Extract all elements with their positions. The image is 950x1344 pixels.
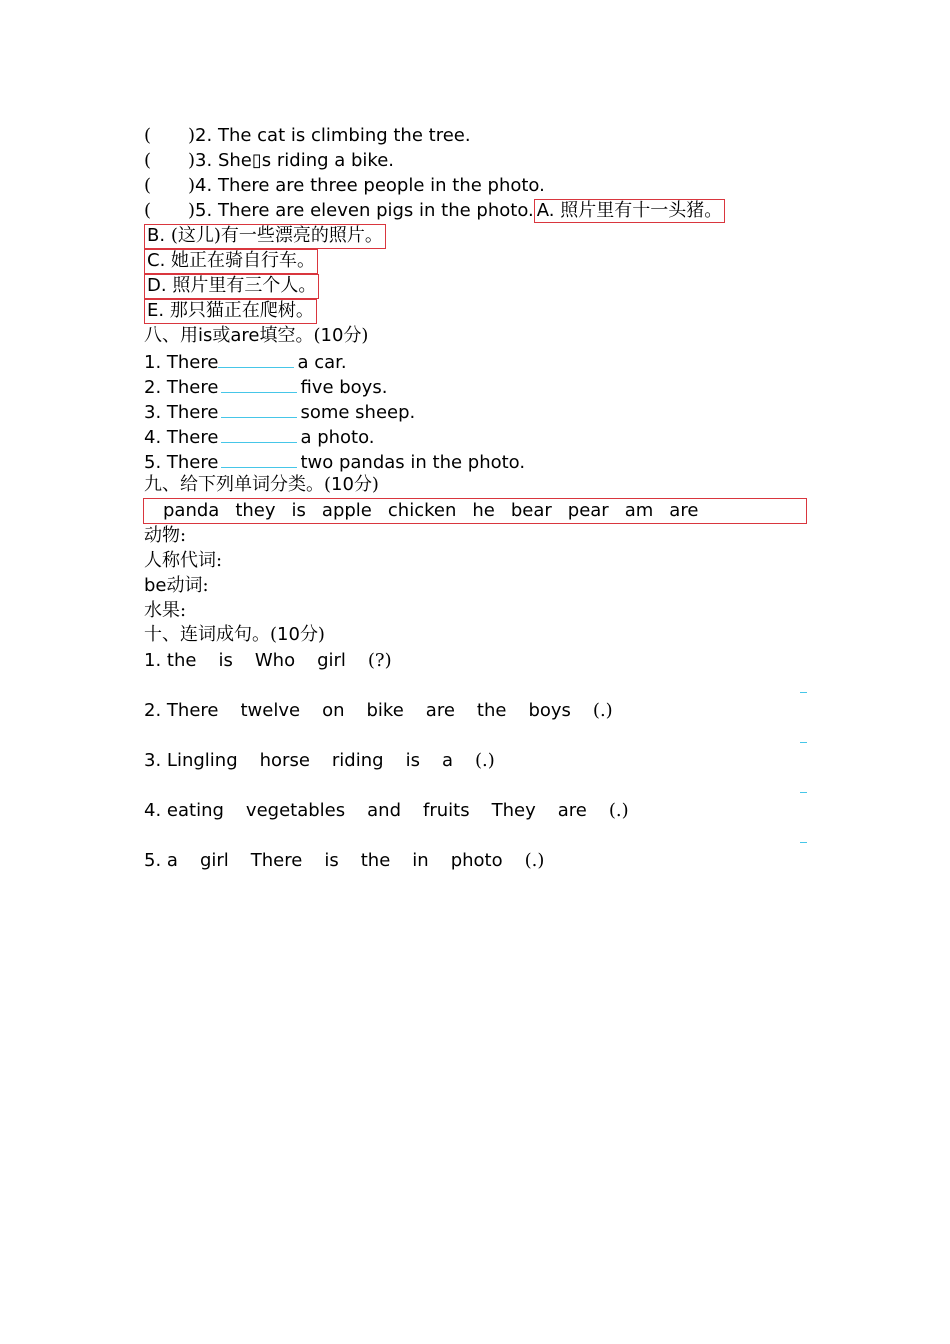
fill-item-1 bbox=[144, 348, 347, 373]
word: are bbox=[557, 800, 587, 821]
word: is bbox=[324, 850, 339, 871]
fill-item-2 bbox=[144, 373, 387, 398]
fill-blank[interactable] bbox=[221, 398, 297, 418]
word-bank-word: pear bbox=[567, 500, 609, 521]
word: the bbox=[360, 850, 391, 871]
option-d bbox=[144, 274, 319, 299]
fill-blank[interactable] bbox=[221, 373, 297, 393]
title-part: 十、连词成句。( bbox=[144, 624, 278, 645]
option-text: 那只猫正在爬树。 bbox=[169, 300, 314, 321]
option-letter: E. bbox=[147, 300, 165, 321]
word: twelve bbox=[240, 700, 301, 721]
word: the bbox=[166, 650, 197, 671]
fill-blank[interactable] bbox=[221, 423, 297, 443]
answer-paren-close: ) bbox=[188, 125, 196, 146]
title-part: 填空。( bbox=[259, 325, 321, 346]
category-pronouns: 人称代词: bbox=[144, 550, 223, 571]
match-item-num: 3. bbox=[195, 150, 213, 171]
word-bank-word: apple bbox=[321, 500, 372, 521]
fill-tail: a photo. bbox=[300, 427, 375, 448]
fill-lead: 5. There bbox=[144, 452, 219, 473]
title-part: 分) bbox=[343, 325, 369, 346]
option-text: 照片里有三个人。 bbox=[172, 275, 317, 296]
category-fruit: 水果: bbox=[144, 600, 187, 621]
word-bank-word: he bbox=[472, 500, 495, 521]
fill-lead: 4. There bbox=[144, 427, 219, 448]
category-animals: 动物: bbox=[144, 525, 187, 546]
word: girl bbox=[199, 850, 229, 871]
word: a bbox=[441, 750, 453, 771]
score: 10 bbox=[277, 624, 300, 645]
fill-tail: five boys. bbox=[300, 377, 388, 398]
fill-tail: a car. bbox=[297, 352, 347, 373]
item-num: 3. bbox=[144, 750, 162, 771]
punct-hint: (.) bbox=[524, 850, 545, 871]
word: bike bbox=[366, 700, 404, 721]
word: the bbox=[476, 700, 507, 721]
match-item-2 bbox=[144, 123, 471, 148]
fill-blank[interactable] bbox=[218, 348, 294, 368]
word: and bbox=[367, 800, 401, 821]
word: Who bbox=[254, 650, 296, 671]
word: riding bbox=[331, 750, 384, 771]
reorder-item-3 bbox=[144, 748, 495, 773]
fill-item-4 bbox=[144, 423, 375, 448]
word-bank-word: is bbox=[291, 500, 306, 521]
option-c bbox=[144, 249, 318, 274]
word-bank-word: chicken bbox=[387, 500, 457, 521]
item-num: 1. bbox=[144, 650, 162, 671]
match-item-num: 2. bbox=[195, 125, 213, 146]
option-e bbox=[144, 299, 317, 324]
option-text: 照片里有十一头猪。 bbox=[560, 200, 723, 221]
option-letter: C. bbox=[147, 250, 166, 271]
punct-hint: (.) bbox=[608, 800, 629, 821]
section-10-title bbox=[144, 622, 325, 647]
answer-line-mark bbox=[800, 792, 807, 793]
reorder-item-4 bbox=[144, 798, 629, 823]
title-part: 八、用 bbox=[144, 325, 198, 346]
word: vegetables bbox=[245, 800, 346, 821]
word: photo bbox=[450, 850, 503, 871]
word: There bbox=[166, 700, 219, 721]
answer-line-mark bbox=[800, 692, 807, 693]
fill-blank[interactable] bbox=[221, 448, 297, 468]
option-letter: D. bbox=[147, 275, 167, 296]
category-be-verbs bbox=[144, 573, 209, 598]
section-9-title bbox=[144, 472, 379, 497]
punct-hint: (?) bbox=[367, 650, 392, 671]
word: eating bbox=[166, 800, 224, 821]
title-part: 或 bbox=[212, 325, 231, 346]
fill-item-3 bbox=[144, 398, 415, 423]
score: 10 bbox=[331, 474, 354, 495]
word-bank bbox=[143, 498, 807, 524]
option-letter: B. bbox=[147, 225, 166, 246]
item-num: 4. bbox=[144, 800, 162, 821]
option-text: 她正在骑自行车。 bbox=[171, 250, 316, 271]
title-part: 九、给下列单词分类。( bbox=[144, 474, 332, 495]
fill-lead: 3. There bbox=[144, 402, 219, 423]
fill-item-5 bbox=[144, 448, 525, 473]
match-item-4 bbox=[144, 173, 545, 198]
word-bank-word: are bbox=[669, 500, 699, 521]
answer-paren-open[interactable]: ( bbox=[144, 175, 152, 196]
item-num: 2. bbox=[144, 700, 162, 721]
fill-lead: 1. There bbox=[144, 352, 219, 373]
match-item-text: She▯s riding a bike. bbox=[217, 150, 395, 171]
reorder-item-1 bbox=[144, 648, 392, 673]
punct-hint: (.) bbox=[475, 750, 495, 771]
word-bank-word: am bbox=[624, 500, 654, 521]
answer-line-mark bbox=[800, 842, 807, 843]
word: is bbox=[405, 750, 420, 771]
match-item-text: The cat is climbing the tree. bbox=[217, 125, 471, 146]
section-8-title bbox=[144, 323, 368, 348]
match-item-5 bbox=[144, 198, 725, 223]
word: girl bbox=[317, 650, 346, 671]
word: fruits bbox=[423, 800, 470, 821]
answer-paren-close: ) bbox=[188, 150, 196, 171]
answer-paren-open[interactable]: ( bbox=[144, 150, 152, 171]
answer-paren-open[interactable]: ( bbox=[144, 125, 152, 146]
word: on bbox=[322, 700, 345, 721]
word-bank-word: they bbox=[235, 500, 276, 521]
reorder-item-5 bbox=[144, 848, 544, 873]
answer-paren-open[interactable]: ( bbox=[144, 200, 152, 221]
answer-paren-close: ) bbox=[188, 175, 196, 196]
fill-tail: two pandas in the photo. bbox=[300, 452, 526, 473]
match-item-num: 4. bbox=[195, 175, 213, 196]
item-num: 5. bbox=[144, 850, 162, 871]
word-bank-word: panda bbox=[163, 500, 220, 521]
punct-hint: (.) bbox=[592, 700, 613, 721]
match-item-num: 5. bbox=[195, 200, 213, 221]
category-label: 动词: bbox=[166, 575, 209, 596]
title-part: 分) bbox=[353, 474, 379, 495]
reorder-item-2 bbox=[144, 698, 613, 723]
title-part: 分) bbox=[299, 624, 325, 645]
word: horse bbox=[259, 750, 310, 771]
fill-tail: some sheep. bbox=[300, 402, 416, 423]
word: There bbox=[250, 850, 303, 871]
answer-paren-close: ) bbox=[188, 200, 196, 221]
score: 10 bbox=[320, 325, 344, 346]
word: a bbox=[166, 850, 178, 871]
fill-lead: 2. There bbox=[144, 377, 219, 398]
word-bank-word: bear bbox=[510, 500, 552, 521]
word: They bbox=[491, 800, 536, 821]
word: in bbox=[412, 850, 429, 871]
match-item-text: There are eleven pigs in the photo. bbox=[217, 200, 534, 221]
option-b bbox=[144, 224, 386, 249]
word: is bbox=[218, 650, 233, 671]
option-letter: A. bbox=[536, 200, 555, 221]
category-label: be bbox=[144, 575, 167, 596]
title-part: is bbox=[198, 325, 213, 346]
word: Lingling bbox=[166, 750, 238, 771]
option-text: (这儿)有一些漂亮的照片。 bbox=[170, 225, 383, 246]
match-item-3 bbox=[144, 148, 394, 173]
option-a bbox=[534, 199, 725, 223]
word: are bbox=[425, 700, 455, 721]
answer-line-mark bbox=[800, 742, 807, 743]
title-part: are bbox=[230, 325, 260, 346]
match-item-text: There are three people in the photo. bbox=[217, 175, 545, 196]
word: boys bbox=[528, 700, 571, 721]
